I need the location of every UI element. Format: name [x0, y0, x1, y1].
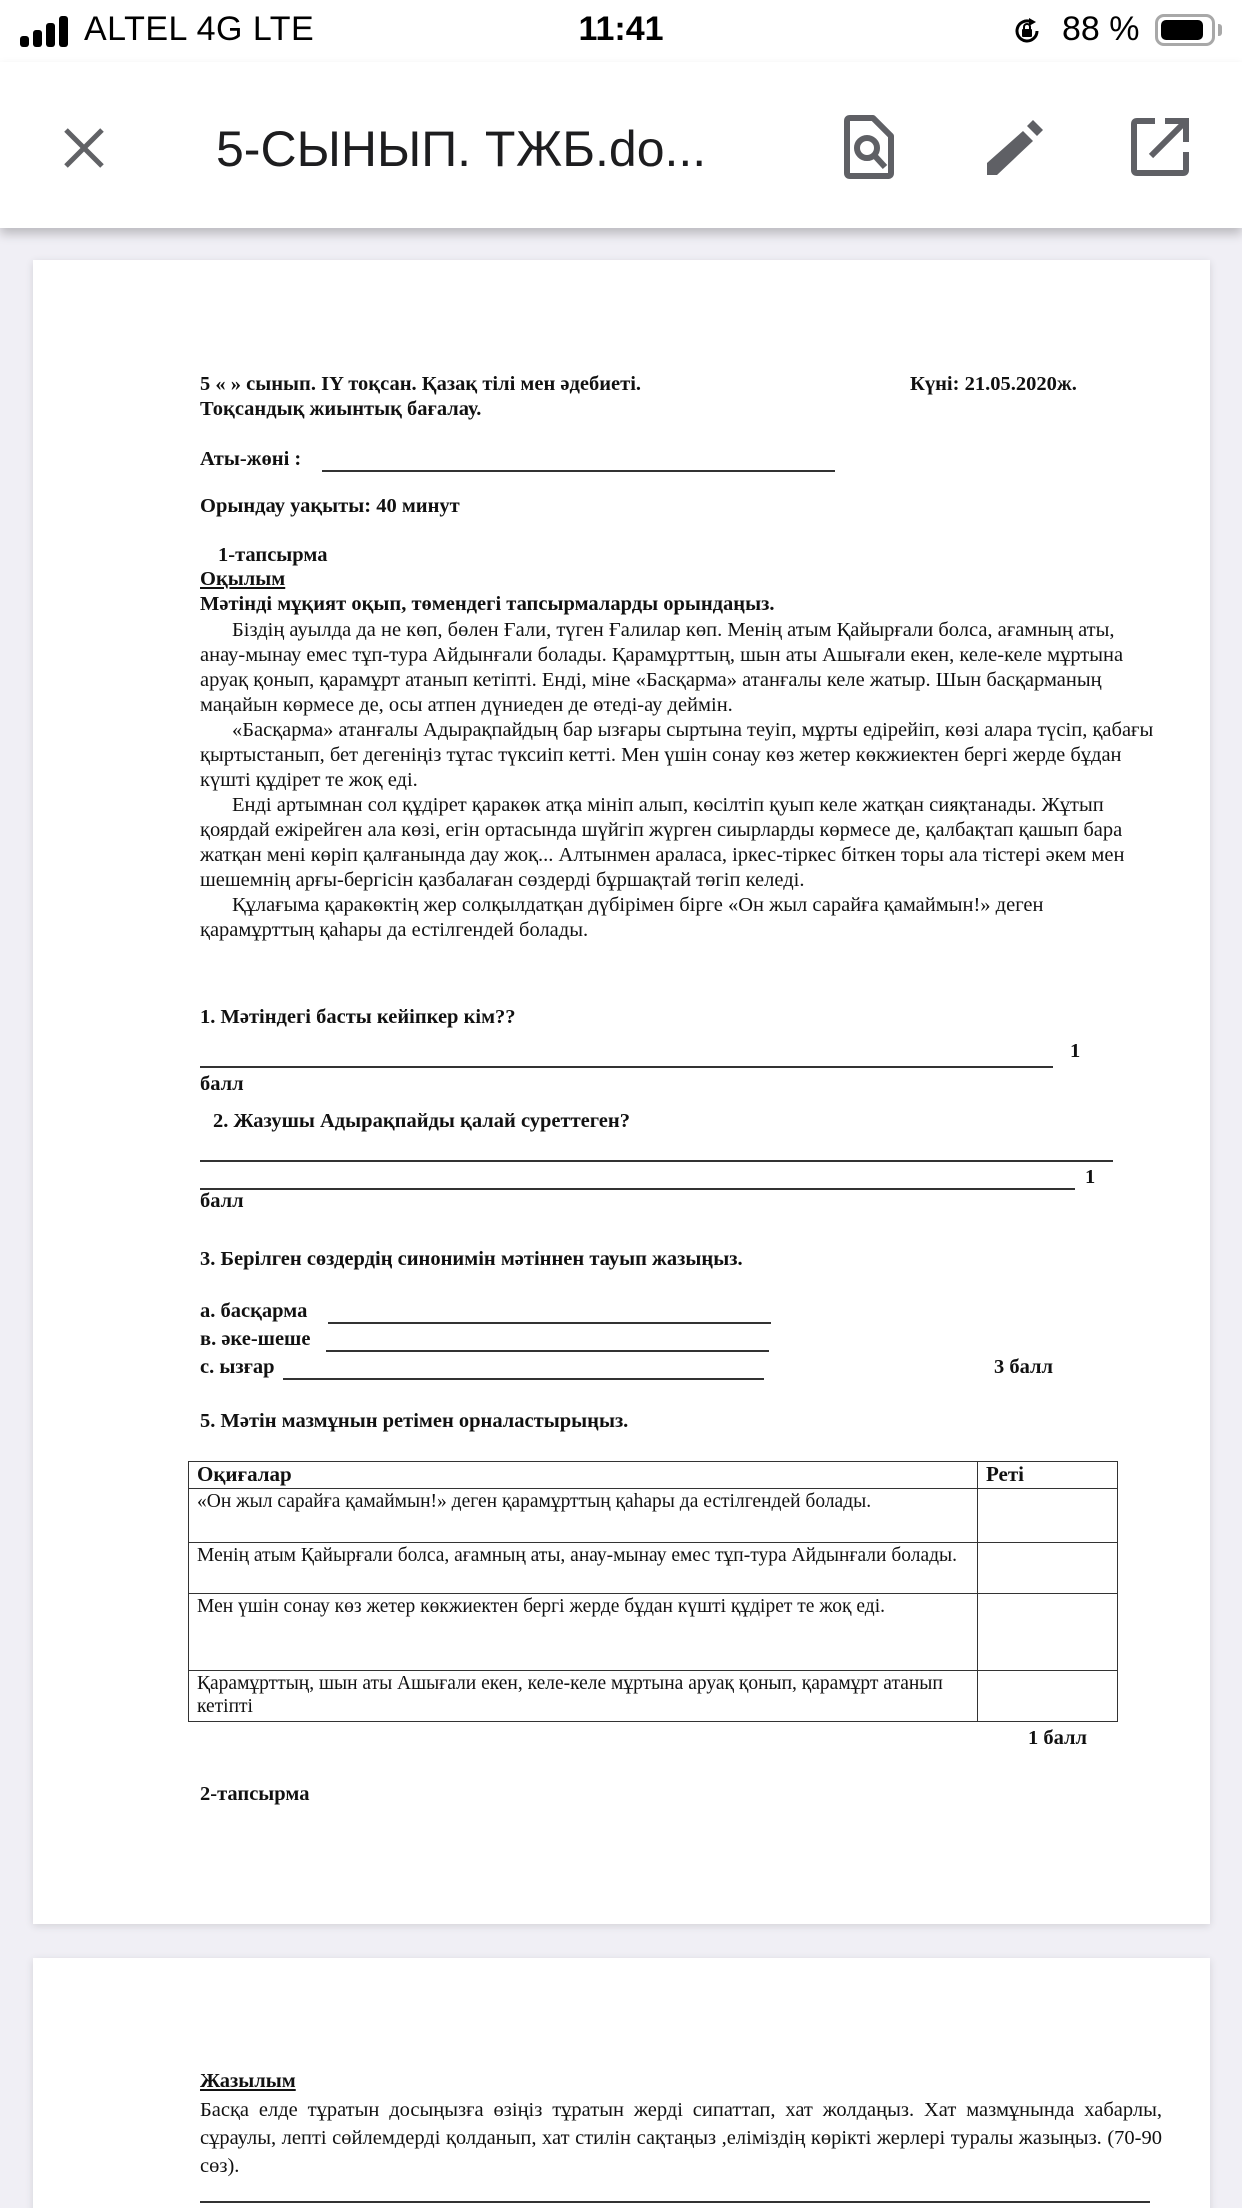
signal-bars-icon	[20, 15, 72, 47]
reading-passage	[200, 618, 1160, 943]
pencil-icon	[985, 117, 1045, 177]
task-1-title: 1-тапсырма	[218, 544, 328, 566]
passage-paragraph: Құлағыма қаракөктің жер солқылдатқан дүбірімен бірге «Он жыл сарайға қамаймын!» деген қарамұрттың қаһары да естілгендей болады.	[200, 894, 1044, 941]
event-cell: «Он жыл сарайға қамаймын!» деген қарамұрттың қаһары да естілгендей болады.	[189, 1489, 978, 1543]
order-cell[interactable]	[978, 1594, 1118, 1671]
answer-line	[200, 2201, 1150, 2203]
header-line-1: 5 « » сынып. IY тоқсан. Қазақ тілі мен әдебиеті.	[200, 373, 642, 395]
synonym-item-c: с. ызғар	[200, 1356, 275, 1378]
battery-icon	[1155, 14, 1215, 46]
column-header-order: Реті	[978, 1462, 1118, 1489]
synonym-item-a: а. басқарма	[200, 1300, 308, 1322]
reading-instruction: Мәтінді мұқият оқып, төмендегі тапсырмаларды орындаңыз.	[200, 593, 775, 615]
carrier-label: ALTEL 4G LTE	[84, 10, 315, 48]
status-bar	[0, 0, 1242, 62]
synonym-blank-b	[326, 1350, 769, 1352]
document-nav-bar	[0, 62, 1242, 228]
battery-fill	[1161, 20, 1203, 40]
question-5-points: 1 балл	[1028, 1727, 1088, 1749]
order-cell[interactable]	[978, 1489, 1118, 1543]
question-2-points: 1	[1085, 1166, 1096, 1188]
event-cell: Менің атым Қайырғали болса, ағамның аты, анау-мынау емес тұп-тура Айдынғали болады.	[189, 1543, 978, 1594]
event-cell: Мен үшін сонау көз жетер көкжиектен бергі жерде бұдан күшті құдірет те жоқ еді.	[189, 1594, 978, 1671]
order-cell[interactable]	[978, 1671, 1118, 1722]
battery-percent: 88 %	[1062, 10, 1140, 48]
question-1-points-unit: балл	[200, 1073, 244, 1095]
document-title: 5-СЫНЫП. ТЖБ.do...	[216, 121, 707, 177]
table-row	[189, 1543, 1118, 1594]
name-blank-line	[322, 470, 835, 472]
battery-tip	[1218, 24, 1222, 36]
table-header-row	[189, 1462, 1118, 1489]
answer-line	[200, 1066, 1053, 1068]
column-header-events: Оқиғалар	[189, 1462, 978, 1489]
date-label: Күні: 21.05.2020ж.	[910, 373, 1077, 395]
events-order-table	[188, 1461, 1118, 1722]
time-limit-label: Орындау уақыты: 40 минут	[200, 495, 460, 517]
open-external-icon	[1131, 118, 1189, 176]
passage-paragraph: «Басқарма» атанғалы Адырақпайдың бар ызғары сыртына теуіп, мұрты едірейіп, көзі алара түсіп, қабағы қыртыстанып, бет дегеніңіз тұтас түксиіп кетті. Мен үшін сонау көз жетер көкжиектен бергі жерде бұдан күшті құдірет те жоқ еді.	[200, 719, 1154, 791]
name-label: Аты-жөні :	[200, 448, 302, 470]
clock: 11:41	[578, 10, 664, 48]
question-5: 5. Мәтін мазмұнын ретімен орналастырыңыз.	[200, 1410, 629, 1432]
table-row	[189, 1489, 1118, 1543]
open-in-app-button[interactable]	[1120, 107, 1200, 187]
question-2-points-unit: балл	[200, 1190, 244, 1212]
find-in-document-button[interactable]	[832, 107, 906, 187]
question-1: 1. Мәтіндегі басты кейіпкер кім??	[200, 1006, 516, 1028]
passage-paragraph: Біздің ауылда да не көп, бөлен Ғали, түген Ғалилар көп. Менің атым Қайырғали болса, ағамның аты, анау-мынау емес тұп-тура Айдынғали болады. Қарамұрттың, шын аты Ашығали екен, келе-келе мұртына аруақ қонып, қарамұрт атанып кетіпті. Енді, міне «Басқарма» атанғалы келе жатыр. Шын басқарманың маңайын көрмесе де, осы атпен дүниеден де өтеді-ау деймін.	[200, 619, 1124, 716]
answer-line	[200, 1188, 1075, 1190]
document-page-1[interactable]	[33, 260, 1210, 1924]
question-3: 3. Берілген сөздердің синонимін мәтіннен тауып жазыңыз.	[200, 1248, 743, 1270]
close-icon	[62, 126, 106, 170]
synonym-blank-c	[283, 1378, 764, 1380]
task-2-title: 2-тапсырма	[200, 1783, 310, 1805]
table-row	[189, 1594, 1118, 1671]
document-search-icon	[843, 115, 895, 179]
event-cell: Қарамұрттың, шын аты Ашығали екен, келе-келе мұртына аруақ қонып, қарамұрт атанып кетіпті	[189, 1671, 978, 1722]
answer-line	[200, 1160, 1113, 1162]
edit-button[interactable]	[975, 107, 1055, 187]
document-page-2[interactable]	[33, 1958, 1210, 2208]
header-line-2: Тоқсандық жиынтық бағалау.	[200, 398, 482, 420]
writing-task-text: Басқа елде тұратын досыңызға өзіңіз тұратын жерді сипаттап, хат жолдаңыз. Хат мазмұнында хабарлы, сұраулы, лепті сөйлемдерді қолданып, хат стилін сақтаңыз ,еліміздің көрікті жерлері туралы жазыңыз. (70-90 сөз).	[200, 2099, 1162, 2177]
question-1-points: 1	[1070, 1040, 1081, 1062]
order-cell[interactable]	[978, 1543, 1118, 1594]
close-button[interactable]	[48, 112, 120, 184]
reading-heading: Оқылым	[200, 568, 286, 590]
passage-paragraph: Енді артымнан сол құдірет қаракөк атқа мініп алып, көсілтіп қуып келе жатқан сияқтанады. Жұтып қоярдай ежірейген ала көзі, егін ортасында шүйгіп жүрген сиырларды көрмесе де, қалбақтап қашып бара жатқан мені көріп қалғанында дау жоқ... Алтынмен араласа, іркес-тіркес біткен торы ала тістері әкем мен шешемнің арғы-бергісін қазбалаған сөздерді бұршақтай төгіп келеді.	[200, 794, 1125, 891]
table-row	[189, 1671, 1118, 1722]
rotation-lock-icon	[1012, 16, 1042, 46]
writing-heading: Жазылым	[200, 2070, 296, 2092]
synonym-blank-a	[328, 1322, 771, 1324]
question-2: 2. Жазушы Адырақпайды қалай суреттеген?	[213, 1110, 630, 1132]
synonym-item-b: в. әке-шеше	[200, 1328, 311, 1350]
question-3-points: 3 балл	[994, 1356, 1054, 1378]
